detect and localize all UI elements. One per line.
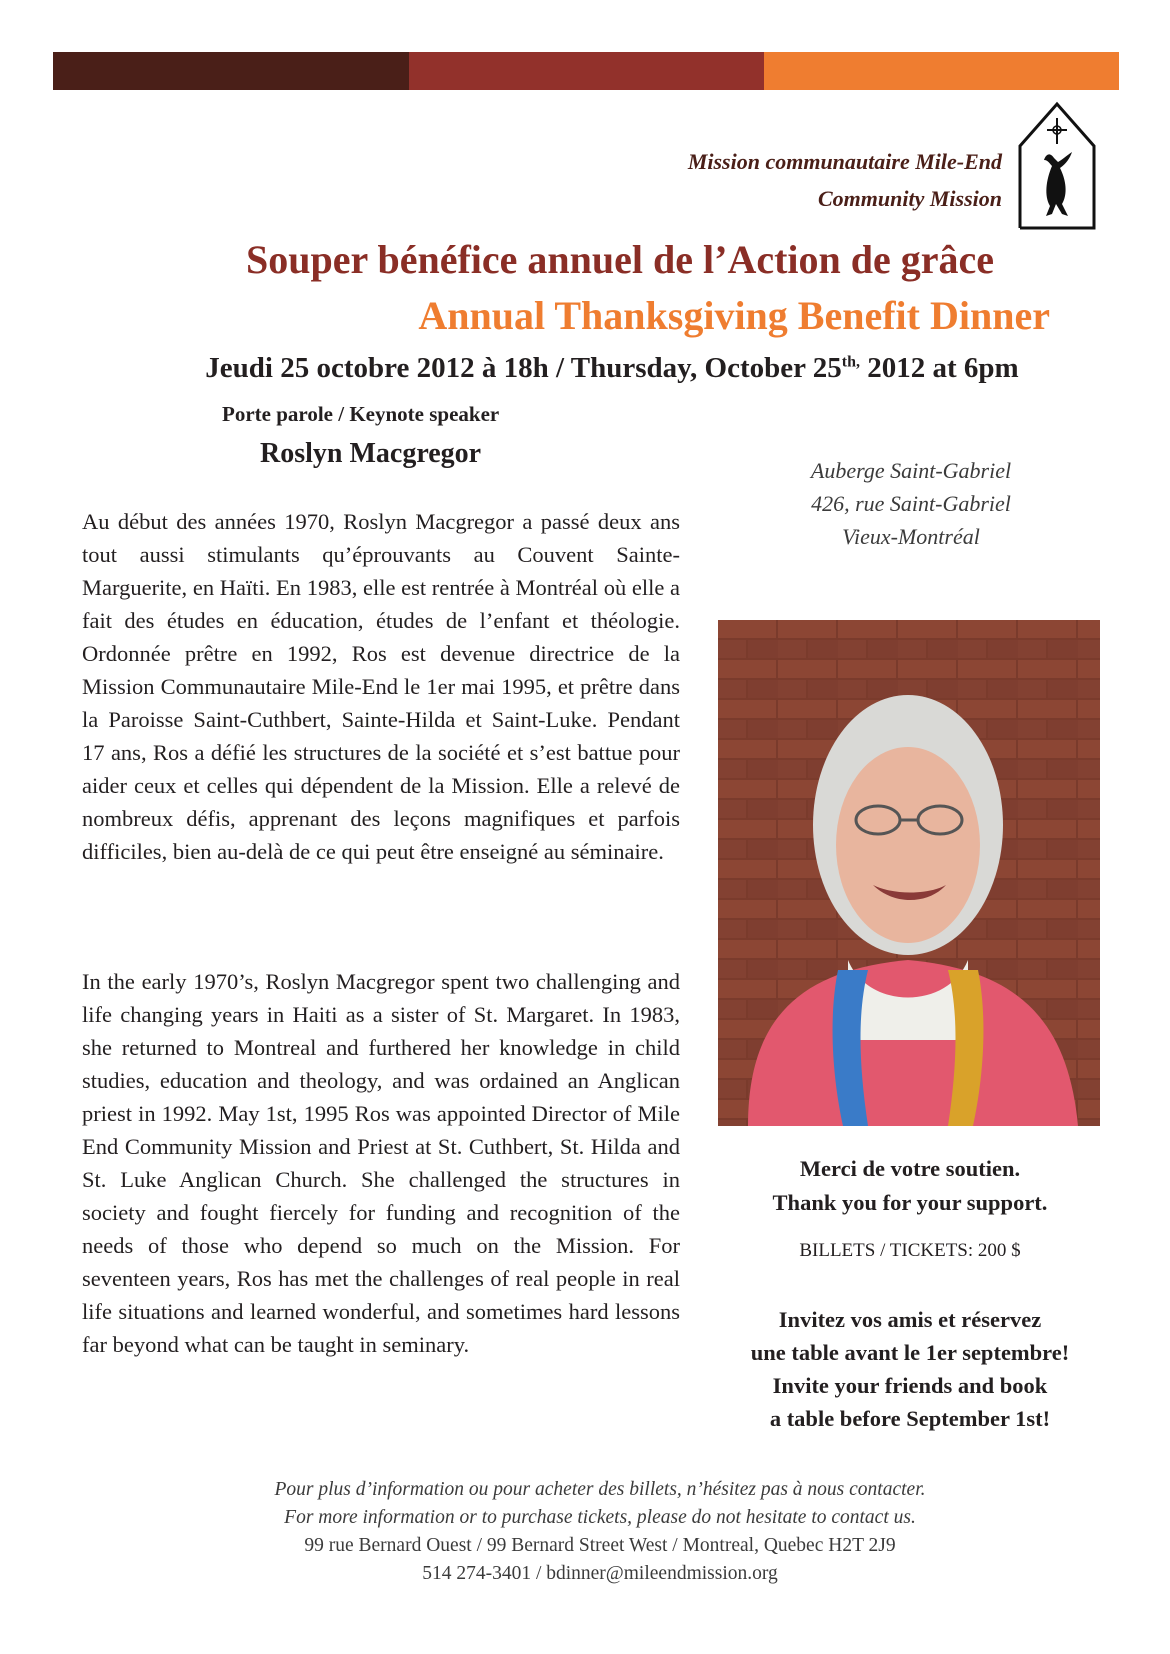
title-fr: Souper bénéfice annuel de l’Action de grâce [245,237,995,282]
venue-address [746,454,1076,553]
org-name-en: Community Mission [817,186,1002,211]
bio-fr: Au début des années 1970, Roslyn Macgregor a passé deux ans tout aussi stimulants qu’éprouvants au Couvent Sainte-Marguerite, en Haïti. En 1983, elle est rentrée à Montréal où elle a fait des études en éducation, études de l’enfant et théologie. Ordonnée prêtre en 1992, Ros est devenue directrice de la Mission Communautaire Mile-End le 1er mai 1995, et prêtre dans la Paroisse Saint-Cuthbert, Sainte-Hilda et Saint-Luke. Pendant 17 ans, Ros a défié les structures de la société et s’est battue pour aider ceux et celles qui dépendent de la Mission. Elle a relevé de nombreux défis, apprenant des leçons magnifiques et parfois difficiles, bien au-delà de ce qui peut être enseigné au séminaire. [82,509,680,864]
venue-line: 426, rue Saint-Gabriel [811,491,1011,516]
bio-en: In the early 1970’s, Roslyn Macgregor spent two challenging and life changing years in Haiti as a sister of St. Margaret. In 1983, she returned to Montreal and furthered her knowledge in child studies, education and theology, and was ordained an Anglican priest in 1992. May 1st, 1995 Ros was appointed Director of Mile End Community Mission and Priest at St. Cuthbert, St. Hilda and St. Luke Anglican Church. She challenged the structures in society and fought fiercely for funding and recognition of the needs of those who depend so much on the Mission. For seventeen years, Ros has met the challenges of real people in real life situations and learned wonderful, and sometimes hard lessons far beyond what can be taught in seminary. [82,969,680,1357]
thanks-fr: Merci de votre soutien. [799,1156,1021,1181]
speaker-name: Roslyn Macgregor [260,438,482,469]
invite-line: une table avant le 1er septembre! [750,1340,1070,1365]
footer-contact [0,1476,1170,1588]
header-bar-orange [764,52,1119,90]
ticket-price: BILLETS / TICKETS: 200 $ [799,1240,1021,1261]
header-bar-red [409,52,764,90]
church-house-dove-icon [1016,100,1098,232]
title-en: Annual Thanksgiving Benefit Dinner [418,293,1050,338]
thanks-message [738,1152,1082,1220]
footer-line-fr: Pour plus d’information ou pour acheter des billets, n’hésitez pas à nous contacter. [274,1479,926,1500]
venue-line: Vieux-Montréal [842,524,980,549]
invite-line: Invitez vos amis et réservez [778,1307,1042,1332]
invite-line: Invite your friends and book [772,1373,1048,1398]
footer-line-en: For more information or to purchase tickets, please do not hesitate to contact us. [284,1507,916,1528]
speaker-label: Porte parole / Keynote speaker [222,402,500,426]
venue-line: Auberge Saint-Gabriel [810,458,1012,483]
org-name-fr: Mission communautaire Mile-End [687,149,1002,174]
footer-phone-email: 514 274-3401 / bdinner@mileendmission.org [422,1563,778,1584]
speaker-photo [718,620,1100,1126]
event-date: Jeudi 25 octobre 2012 à 18h / Thursday, October $25^{th,}$ 2012 at 6pm [205,352,1019,384]
footer-address: 99 rue Bernard Ouest / 99 Bernard Street West / Montreal, Quebec H2T 2J9 [304,1535,896,1556]
thanks-en: Thank you for your support. [772,1190,1048,1215]
invite-message [700,1303,1120,1435]
header-bar-dark [53,52,409,90]
invite-line: a table before September 1st! [769,1406,1051,1431]
